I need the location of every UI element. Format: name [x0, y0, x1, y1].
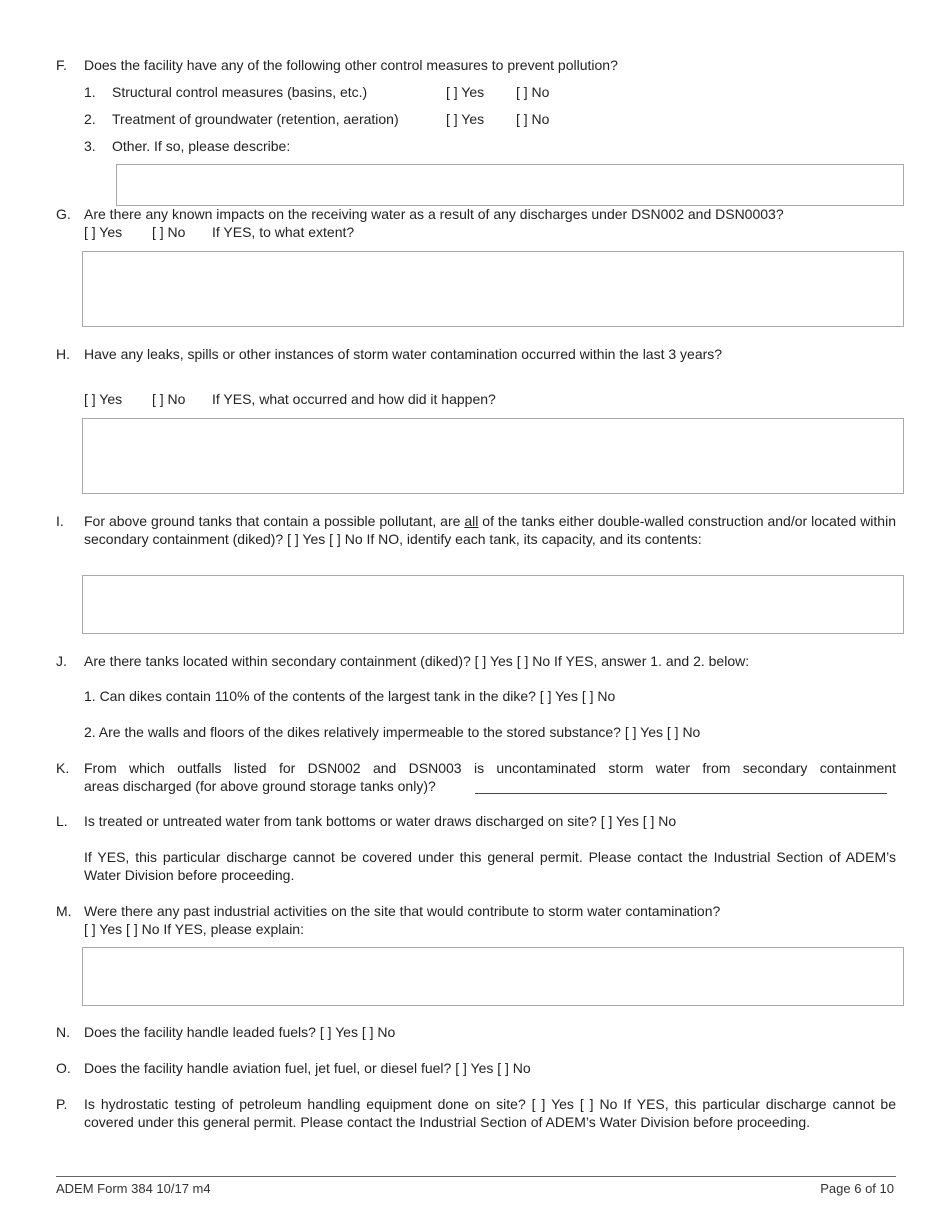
question-letter-j: J.	[56, 653, 67, 669]
l-note: If YES, this particular discharge cannot be covered under this general permit. Please contact the Industrial Section of ADEM’s Water Division before proceeding.	[84, 849, 896, 883]
question-h-text: Have any leaks, spills or other instances of storm water contamination occurred within the last 3 years?	[84, 346, 723, 362]
h-followup-label: If YES, what occurred and how did it happen?	[212, 391, 496, 407]
f-item-2-label: Treatment of groundwater (retention, aeration)	[112, 111, 399, 127]
question-j-text: Are there tanks located within secondary containment (diked)? [ ] Yes [ ] No If YES, answer 1. and 2. below:	[84, 653, 750, 669]
m-answer-line: [ ] Yes [ ] No If YES, please explain:	[84, 921, 304, 937]
g-no-checkbox[interactable]: [ ] No	[152, 224, 186, 240]
h-occurrence-field[interactable]	[82, 418, 904, 494]
g-extent-field[interactable]	[82, 251, 904, 327]
question-letter-m: M.	[56, 903, 72, 919]
f-item-1-yes-checkbox[interactable]: [ ] Yes	[446, 84, 485, 100]
footer-divider	[56, 1176, 896, 1177]
h-yes-checkbox[interactable]: [ ] Yes	[84, 391, 123, 407]
question-i-text	[84, 512, 896, 548]
g-yes-checkbox[interactable]: [ ] Yes	[84, 224, 123, 240]
f-item-2-yes-checkbox[interactable]: [ ] Yes	[446, 111, 485, 127]
f-item-1-number: 1.	[84, 84, 96, 100]
question-letter-k: K.	[56, 760, 70, 776]
question-k-line1: From which outfalls listed for DSN002 and DSN003 is uncontaminated storm water from secondary containment	[84, 760, 896, 776]
question-letter-h: H.	[56, 346, 70, 362]
question-k-line2: areas discharged (for above ground storage tanks only)?	[84, 778, 436, 794]
f-item-2-number: 2.	[84, 111, 96, 127]
question-m-text: Were there any past industrial activities on the site that would contribute to storm water contamination?	[84, 903, 721, 919]
f-item-2-no-checkbox[interactable]: [ ] No	[516, 111, 550, 127]
j-item-2: 2. Are the walls and floors of the dikes relatively impermeable to the stored substance? [ ] Yes [ ] No	[84, 724, 701, 740]
question-letter-f: F.	[56, 57, 67, 73]
f-item-1-no-checkbox[interactable]: [ ] No	[516, 84, 550, 100]
m-explanation-field[interactable]	[82, 947, 904, 1006]
question-l-text: Is treated or untreated water from tank bottoms or water draws discharged on site? [ ] Yes [ ] No	[84, 813, 677, 829]
question-o-text: Does the facility handle aviation fuel, jet fuel, or diesel fuel? [ ] Yes [ ] No	[84, 1060, 531, 1076]
i-tank-details-field[interactable]	[82, 575, 904, 634]
f-item-3-label: Other. If so, please describe:	[112, 138, 291, 154]
question-letter-p: P.	[56, 1096, 68, 1112]
question-i-underlined-word: all	[464, 513, 479, 529]
g-followup-label: If YES, to what extent?	[212, 224, 355, 240]
k-outfalls-answer-line[interactable]	[475, 793, 887, 794]
h-no-checkbox[interactable]: [ ] No	[152, 391, 186, 407]
question-g-text: Are there any known impacts on the receiving water as a result of any discharges under DSN002 and DSN0003?	[84, 206, 784, 222]
f-item-1-label: Structural control measures (basins, etc.)	[112, 84, 368, 100]
question-letter-l: L.	[56, 813, 68, 829]
question-letter-i: I.	[56, 513, 64, 529]
f-item-3-number: 3.	[84, 138, 96, 154]
question-f-text: Does the facility have any of the following other control measures to prevent pollution?	[84, 57, 618, 73]
footer-page-number: Page 6 of 10	[820, 1181, 894, 1196]
question-letter-n: N.	[56, 1024, 70, 1040]
question-i-part1: For above ground tanks that contain a possible pollutant, are	[84, 513, 465, 529]
question-letter-o: O.	[56, 1060, 71, 1076]
question-letter-g: G.	[56, 206, 71, 222]
f-other-description-field[interactable]	[116, 164, 904, 206]
question-n-text: Does the facility handle leaded fuels? [ ] Yes [ ] No	[84, 1024, 396, 1040]
j-item-1: 1. Can dikes contain 110% of the contents of the largest tank in the dike? [ ] Yes [ ] No	[84, 688, 616, 704]
question-i-part2: of the tanks either double-walled construction and/or located within secondary containment (diked)? [ ] Yes [ ] No If NO, identify each tank, its capacity, and its contents:	[84, 513, 896, 547]
footer-form-id: ADEM Form 384 10/17 m4	[56, 1181, 211, 1196]
question-p-text: Is hydrostatic testing of petroleum handling equipment done on site? [ ] Yes [ ] No If YES, this particular discharge cannot be covered under this general permit. Please contact the Industrial Section of ADEM’s Water Division before proceeding.	[84, 1096, 896, 1130]
